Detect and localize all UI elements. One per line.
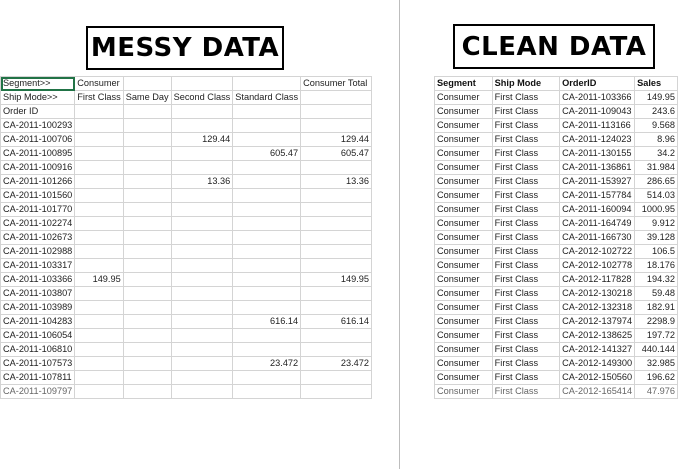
table-cell[interactable]: CA-2011-107811 [1, 371, 75, 385]
table-row [1, 91, 372, 105]
table-cell[interactable]: Consumer [435, 357, 493, 371]
table-cell[interactable]: 106.5 [635, 245, 678, 259]
table-cell[interactable] [123, 119, 171, 133]
table-cell[interactable] [233, 301, 301, 315]
table-row [435, 301, 678, 315]
table-cell[interactable]: 286.65 [635, 175, 678, 189]
table-cell[interactable] [301, 203, 372, 217]
clean-table [434, 76, 678, 399]
table-cell[interactable]: 9.568 [635, 119, 678, 133]
table-row [435, 161, 678, 175]
table-cell[interactable]: First Class [492, 273, 559, 287]
table-cell[interactable]: First Class [492, 217, 559, 231]
table-row [1, 343, 372, 357]
table-cell[interactable]: CA-2011-100895 [1, 147, 75, 161]
table-cell[interactable]: 18.176 [635, 259, 678, 273]
table-cell[interactable]: 9.912 [635, 217, 678, 231]
table-row [435, 231, 678, 245]
table-cell[interactable]: CA-2012-102778 [560, 259, 635, 273]
table-cell[interactable]: First Class [492, 357, 559, 371]
table-row [435, 343, 678, 357]
table-cell[interactable]: First Class [492, 189, 559, 203]
table-cell[interactable]: CA-2011-130155 [560, 147, 635, 161]
table-cell[interactable]: 197.72 [635, 329, 678, 343]
table-cell[interactable] [123, 245, 171, 259]
table-cell[interactable]: CA-2011-136861 [560, 161, 635, 175]
table-cell[interactable] [171, 203, 233, 217]
table-cell[interactable]: CA-2011-103366 [560, 91, 635, 105]
table-cell[interactable]: CA-2012-149300 [560, 357, 635, 371]
table-cell[interactable]: CA-2011-160094 [560, 203, 635, 217]
table-row [1, 175, 372, 189]
table-cell[interactable]: CA-2011-157784 [560, 189, 635, 203]
table-cell[interactable] [123, 287, 171, 301]
table-cell[interactable]: 31.984 [635, 161, 678, 175]
table-row [435, 119, 678, 133]
table-row [1, 259, 372, 273]
table-cell[interactable]: First Class [492, 133, 559, 147]
table-cell[interactable] [75, 357, 123, 371]
table-cell[interactable]: Consumer [435, 315, 493, 329]
table-cell[interactable] [75, 217, 123, 231]
table-cell[interactable] [75, 203, 123, 217]
table-cell[interactable]: Consumer [435, 259, 493, 273]
table-cell[interactable] [171, 119, 233, 133]
table-cell[interactable]: First Class [492, 287, 559, 301]
table-cell[interactable] [123, 301, 171, 315]
table-cell[interactable]: 8.96 [635, 133, 678, 147]
table-cell[interactable]: CA-2011-103807 [1, 287, 75, 301]
table-cell[interactable] [123, 189, 171, 203]
table-cell[interactable]: CA-2012-132318 [560, 301, 635, 315]
table-cell[interactable] [123, 147, 171, 161]
table-row [435, 147, 678, 161]
table-cell[interactable] [301, 105, 372, 119]
table-cell[interactable]: First Class [492, 161, 559, 175]
table-cell[interactable]: CA-2011-124023 [560, 133, 635, 147]
table-row [435, 175, 678, 189]
table-cell[interactable] [301, 343, 372, 357]
messy-table [0, 76, 372, 399]
table-cell[interactable]: 194.32 [635, 273, 678, 287]
table-cell[interactable]: First Class [492, 371, 559, 385]
table-cell[interactable] [171, 301, 233, 315]
table-cell[interactable]: CA-2011-113166 [560, 119, 635, 133]
column-header[interactable]: OrderID [560, 77, 635, 91]
table-cell[interactable] [171, 273, 233, 287]
table-cell[interactable]: Standard Class [233, 91, 301, 105]
table-cell[interactable]: First Class [75, 91, 123, 105]
column-header[interactable]: Ship Mode [492, 77, 559, 91]
table-cell[interactable]: First Class [492, 119, 559, 133]
table-cell[interactable]: 13.36 [301, 175, 372, 189]
clean-data-panel [401, 0, 680, 469]
table-cell[interactable] [233, 217, 301, 231]
table-cell[interactable]: 39.128 [635, 231, 678, 245]
table-cell[interactable] [233, 273, 301, 287]
table-cell[interactable] [301, 301, 372, 315]
table-cell[interactable]: CA-2011-100706 [1, 133, 75, 147]
table-cell[interactable] [123, 77, 171, 91]
table-cell[interactable]: Second Class [171, 91, 233, 105]
table-cell[interactable]: 129.44 [171, 133, 233, 147]
table-cell[interactable] [123, 161, 171, 175]
table-cell[interactable] [123, 329, 171, 343]
table-cell[interactable] [123, 105, 171, 119]
table-cell[interactable] [301, 217, 372, 231]
table-cell[interactable]: Consumer [435, 245, 493, 259]
table-row [1, 357, 372, 371]
column-header[interactable]: Segment [435, 77, 493, 91]
table-cell[interactable] [171, 287, 233, 301]
table-cell[interactable]: 23.472 [301, 357, 372, 371]
table-cell[interactable]: CA-2011-164749 [560, 217, 635, 231]
table-row [435, 189, 678, 203]
table-cell[interactable] [171, 105, 233, 119]
table-cell[interactable] [123, 343, 171, 357]
clean-spreadsheet [434, 76, 678, 396]
table-cell[interactable] [75, 133, 123, 147]
table-row [435, 287, 678, 301]
table-cell[interactable]: Consumer [435, 133, 493, 147]
table-cell[interactable]: Consumer [435, 329, 493, 343]
table-cell[interactable]: 1000.95 [635, 203, 678, 217]
table-cell[interactable]: 32.985 [635, 357, 678, 371]
table-cell[interactable] [75, 147, 123, 161]
table-cell[interactable]: Consumer [435, 273, 493, 287]
table-row [435, 357, 678, 371]
table-cell[interactable] [123, 133, 171, 147]
table-cell[interactable]: CA-2011-109043 [560, 105, 635, 119]
column-header[interactable]: Sales [635, 77, 678, 91]
table-cell[interactable] [75, 161, 123, 175]
table-row [435, 217, 678, 231]
table-cell[interactable] [75, 231, 123, 245]
table-cell[interactable]: First Class [492, 259, 559, 273]
clean-data-title: CLEAN DATA [453, 24, 655, 69]
table-cell[interactable] [301, 259, 372, 273]
table-cell[interactable]: CA-2011-102274 [1, 217, 75, 231]
table-cell[interactable]: First Class [492, 329, 559, 343]
table-cell[interactable] [171, 259, 233, 273]
table-cell[interactable]: Consumer [435, 161, 493, 175]
table-row [435, 133, 678, 147]
table-cell[interactable] [171, 371, 233, 385]
table-row [1, 301, 372, 315]
table-row [1, 245, 372, 259]
table-cell[interactable]: CA-2012-117828 [560, 273, 635, 287]
table-row [1, 133, 372, 147]
table-row [1, 161, 372, 175]
table-row [1, 371, 372, 385]
table-cell[interactable]: Ship Mode>> [1, 91, 75, 105]
table-cell[interactable] [301, 91, 372, 105]
table-cell[interactable] [171, 189, 233, 203]
table-cell[interactable] [171, 161, 233, 175]
table-cell[interactable]: Segment>> [1, 77, 75, 91]
messy-spreadsheet [0, 76, 372, 396]
table-cell[interactable]: Order ID [1, 105, 75, 119]
table-cell[interactable] [75, 189, 123, 203]
table-cell[interactable] [123, 315, 171, 329]
table-cell[interactable]: First Class [492, 301, 559, 315]
table-cell[interactable]: Consumer [75, 77, 123, 91]
table-cell[interactable]: 243.6 [635, 105, 678, 119]
table-row [435, 105, 678, 119]
table-cell[interactable]: Consumer [435, 175, 493, 189]
table-cell[interactable]: First Class [492, 385, 559, 399]
table-cell[interactable]: 59.48 [635, 287, 678, 301]
table-cell[interactable]: 23.472 [233, 357, 301, 371]
table-cell[interactable] [171, 77, 233, 91]
table-cell[interactable]: Consumer [435, 189, 493, 203]
table-cell[interactable] [233, 119, 301, 133]
table-cell[interactable] [75, 287, 123, 301]
table-cell[interactable]: CA-2011-100916 [1, 161, 75, 175]
table-cell[interactable] [75, 245, 123, 259]
table-cell[interactable] [123, 357, 171, 371]
table-cell[interactable] [233, 77, 301, 91]
table-row [435, 315, 678, 329]
table-cell[interactable] [171, 217, 233, 231]
table-cell[interactable]: CA-2012-141327 [560, 343, 635, 357]
table-cell[interactable] [123, 217, 171, 231]
table-cell[interactable]: Consumer [435, 301, 493, 315]
table-row [1, 385, 372, 399]
table-cell[interactable]: Consumer Total [301, 77, 372, 91]
table-cell[interactable] [233, 105, 301, 119]
table-cell[interactable] [233, 329, 301, 343]
table-cell[interactable] [75, 119, 123, 133]
table-cell[interactable]: 605.47 [301, 147, 372, 161]
table-cell[interactable]: First Class [492, 175, 559, 189]
table-cell[interactable] [123, 175, 171, 189]
table-cell[interactable] [75, 371, 123, 385]
table-cell[interactable] [301, 245, 372, 259]
table-cell[interactable]: 182.91 [635, 301, 678, 315]
table-cell[interactable] [171, 315, 233, 329]
table-cell[interactable]: CA-2011-102673 [1, 231, 75, 245]
table-cell[interactable] [123, 273, 171, 287]
table-cell[interactable]: CA-2012-130218 [560, 287, 635, 301]
table-row [1, 231, 372, 245]
table-cell[interactable]: 616.14 [233, 315, 301, 329]
panel-divider [399, 0, 400, 469]
table-cell[interactable]: 440.144 [635, 343, 678, 357]
table-cell[interactable]: 149.95 [75, 273, 123, 287]
table-cell[interactable]: CA-2011-103989 [1, 301, 75, 315]
table-row [1, 105, 372, 119]
table-cell[interactable] [301, 231, 372, 245]
table-cell[interactable] [301, 189, 372, 203]
table-cell[interactable] [233, 287, 301, 301]
table-cell[interactable]: CA-2011-166730 [560, 231, 635, 245]
table-cell[interactable]: Consumer [435, 105, 493, 119]
table-cell[interactable]: CA-2011-153927 [560, 175, 635, 189]
table-cell[interactable] [233, 231, 301, 245]
table-cell[interactable] [171, 147, 233, 161]
table-cell[interactable]: CA-2012-102722 [560, 245, 635, 259]
table-cell[interactable] [233, 175, 301, 189]
table-cell[interactable]: First Class [492, 147, 559, 161]
table-row [1, 77, 372, 91]
table-row [1, 189, 372, 203]
table-cell[interactable]: 47.976 [635, 385, 678, 399]
table-cell[interactable]: 616.14 [301, 315, 372, 329]
table-cell[interactable] [75, 259, 123, 273]
table-cell[interactable]: Consumer [435, 91, 493, 105]
table-row [435, 385, 678, 399]
table-cell[interactable]: Consumer [435, 217, 493, 231]
table-cell[interactable] [233, 133, 301, 147]
table-cell[interactable] [233, 385, 301, 399]
table-cell[interactable] [171, 245, 233, 259]
table-cell[interactable] [75, 343, 123, 357]
table-cell[interactable]: 149.95 [301, 273, 372, 287]
table-row [1, 273, 372, 287]
table-cell[interactable] [233, 259, 301, 273]
table-cell[interactable] [233, 203, 301, 217]
table-cell[interactable] [123, 231, 171, 245]
table-cell[interactable] [301, 371, 372, 385]
table-cell[interactable] [301, 119, 372, 133]
table-cell[interactable]: CA-2011-107573 [1, 357, 75, 371]
table-cell[interactable]: Consumer [435, 147, 493, 161]
table-cell[interactable]: CA-2011-101266 [1, 175, 75, 189]
table-cell[interactable] [233, 343, 301, 357]
table-cell[interactable] [171, 231, 233, 245]
table-cell[interactable]: First Class [492, 105, 559, 119]
table-cell[interactable]: 605.47 [233, 147, 301, 161]
table-cell[interactable]: CA-2012-138625 [560, 329, 635, 343]
table-row [435, 371, 678, 385]
table-cell[interactable]: Consumer [435, 203, 493, 217]
table-cell[interactable] [123, 259, 171, 273]
table-cell[interactable] [75, 329, 123, 343]
table-cell[interactable] [75, 385, 123, 399]
table-cell[interactable]: 129.44 [301, 133, 372, 147]
table-cell[interactable] [171, 343, 233, 357]
table-cell[interactable] [75, 105, 123, 119]
table-cell[interactable]: 2298.9 [635, 315, 678, 329]
table-cell[interactable] [233, 371, 301, 385]
table-cell[interactable] [301, 287, 372, 301]
table-row [1, 315, 372, 329]
table-cell[interactable]: First Class [492, 343, 559, 357]
table-cell[interactable]: First Class [492, 315, 559, 329]
table-cell[interactable]: CA-2011-101770 [1, 203, 75, 217]
table-cell[interactable] [233, 245, 301, 259]
table-row [435, 91, 678, 105]
table-cell[interactable] [75, 315, 123, 329]
table-cell[interactable]: CA-2011-100293 [1, 119, 75, 133]
table-cell[interactable]: First Class [492, 245, 559, 259]
table-cell[interactable] [171, 357, 233, 371]
table-cell[interactable]: Consumer [435, 371, 493, 385]
table-row [435, 329, 678, 343]
table-cell[interactable] [171, 329, 233, 343]
table-cell[interactable] [233, 161, 301, 175]
table-row [435, 245, 678, 259]
table-cell[interactable]: CA-2011-104283 [1, 315, 75, 329]
table-cell[interactable]: Consumer [435, 343, 493, 357]
table-cell[interactable]: First Class [492, 91, 559, 105]
table-cell[interactable]: Consumer [435, 231, 493, 245]
messy-data-title: MESSY DATA [86, 26, 284, 70]
table-cell[interactable]: 13.36 [171, 175, 233, 189]
table-row [435, 273, 678, 287]
table-cell[interactable]: 34.2 [635, 147, 678, 161]
table-cell[interactable] [123, 385, 171, 399]
table-row [1, 147, 372, 161]
table-cell[interactable]: CA-2011-103317 [1, 259, 75, 273]
table-cell[interactable] [301, 385, 372, 399]
table-row [435, 259, 678, 273]
table-cell[interactable]: Consumer [435, 287, 493, 301]
table-cell[interactable] [301, 161, 372, 175]
table-cell[interactable]: 149.95 [635, 91, 678, 105]
table-row [1, 119, 372, 133]
header-row [435, 77, 678, 91]
table-cell[interactable]: CA-2011-106810 [1, 343, 75, 357]
table-cell[interactable] [171, 385, 233, 399]
table-cell[interactable] [233, 189, 301, 203]
table-cell[interactable]: Consumer [435, 119, 493, 133]
table-cell[interactable]: 196.62 [635, 371, 678, 385]
table-cell[interactable]: Same Day [123, 91, 171, 105]
table-cell[interactable]: CA-2011-106054 [1, 329, 75, 343]
table-cell[interactable] [123, 203, 171, 217]
table-cell[interactable]: CA-2012-165414 [560, 385, 635, 399]
table-cell[interactable]: First Class [492, 203, 559, 217]
table-row [1, 217, 372, 231]
table-row [1, 329, 372, 343]
table-cell[interactable]: CA-2011-109797 [1, 385, 75, 399]
table-cell[interactable] [75, 175, 123, 189]
table-row [1, 287, 372, 301]
table-cell[interactable]: 514.03 [635, 189, 678, 203]
table-cell[interactable]: CA-2011-101560 [1, 189, 75, 203]
table-row [435, 203, 678, 217]
table-row [1, 203, 372, 217]
table-cell[interactable]: Consumer [435, 385, 493, 399]
table-cell[interactable]: First Class [492, 231, 559, 245]
table-cell[interactable] [301, 329, 372, 343]
table-cell[interactable]: CA-2011-102988 [1, 245, 75, 259]
table-cell[interactable]: CA-2011-103366 [1, 273, 75, 287]
table-cell[interactable]: CA-2012-150560 [560, 371, 635, 385]
table-cell[interactable]: CA-2012-137974 [560, 315, 635, 329]
table-cell[interactable] [75, 301, 123, 315]
table-cell[interactable] [123, 371, 171, 385]
